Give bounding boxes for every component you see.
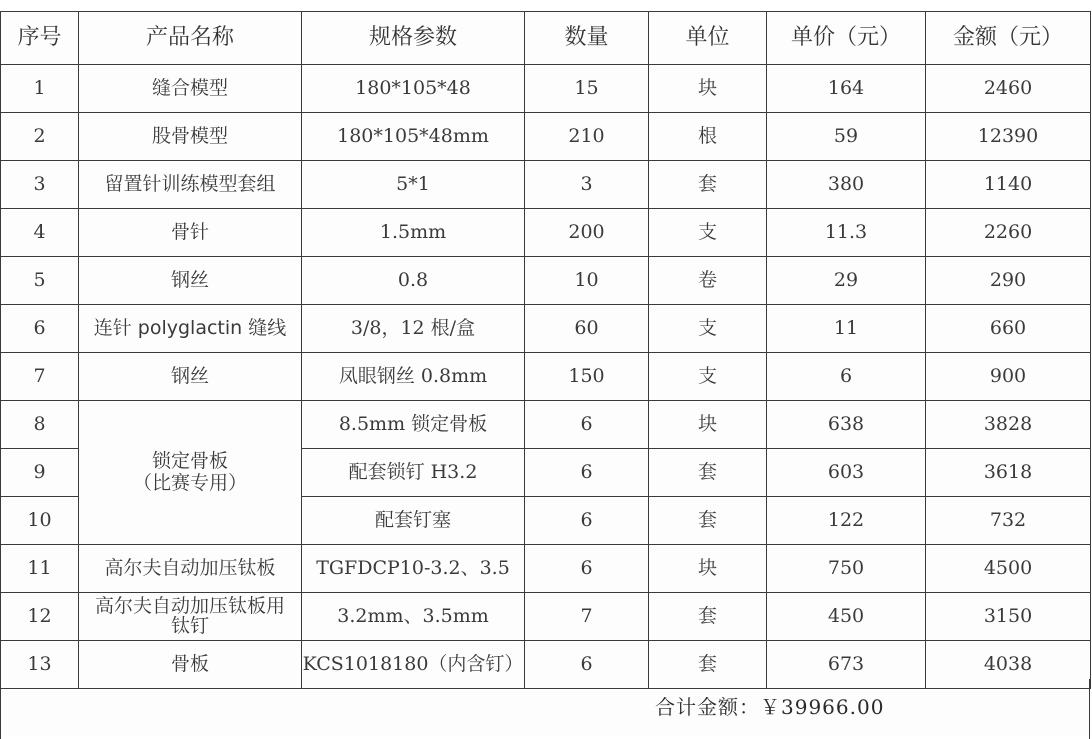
cell-no: 10	[1, 497, 79, 545]
cell-unit-price: 59	[767, 113, 926, 161]
cell-no: 11	[1, 545, 79, 593]
cell-amount: 3828	[926, 401, 1091, 449]
cell-amount: 4038	[926, 641, 1091, 689]
cell-quantity: 7	[525, 593, 649, 641]
cell-product-name: 钢丝	[79, 353, 302, 401]
cell-no: 8	[1, 401, 79, 449]
cell-product-name: 骨板	[79, 641, 302, 689]
cell-no: 3	[1, 161, 79, 209]
cell-quantity: 60	[525, 305, 649, 353]
cell-spec: 3.2mm、3.5mm	[302, 593, 525, 641]
cell-quantity: 150	[525, 353, 649, 401]
cell-quantity: 210	[525, 113, 649, 161]
cell-quantity: 6	[525, 401, 649, 449]
cell-unit-price: 6	[767, 353, 926, 401]
cell-amount: 732	[926, 497, 1091, 545]
cell-spec: 3/8，12 根/盒	[302, 305, 525, 353]
cell-spec: 180*105*48	[302, 65, 525, 113]
cell-no: 1	[1, 65, 79, 113]
header-no: 序号	[1, 12, 79, 65]
cell-unit-price: 380	[767, 161, 926, 209]
cell-no: 6	[1, 305, 79, 353]
cell-spec: 0.8	[302, 257, 525, 305]
cell-unit-price: 164	[767, 65, 926, 113]
table-row	[1, 113, 1091, 161]
cell-quantity: 6	[525, 449, 649, 497]
cell-product-name: 股骨模型	[79, 113, 302, 161]
total-row	[0, 679, 1090, 739]
header-unit-price: 单价（元）	[767, 12, 926, 65]
cell-amount: 12390	[926, 113, 1091, 161]
cell-quantity: 6	[525, 497, 649, 545]
cell-spec: 配套锁钉 H3.2	[302, 449, 525, 497]
cell-unit: 套	[649, 641, 767, 689]
header-spec: 规格参数	[302, 12, 525, 65]
cell-product-name-merged	[79, 401, 302, 545]
total-value: ￥39966.00	[760, 695, 885, 719]
table-row	[1, 257, 1091, 305]
cell-unit: 支	[649, 305, 767, 353]
price-list-sheet	[0, 11, 1092, 737]
table-row	[1, 401, 1091, 449]
cell-unit: 支	[649, 209, 767, 257]
cell-unit: 套	[649, 497, 767, 545]
cell-spec: TGFDCP10-3.2、3.5	[302, 545, 525, 593]
cell-product-name: 缝合模型	[79, 65, 302, 113]
cell-spec: 配套钉塞	[302, 497, 525, 545]
total-label: 合计金额：	[655, 695, 760, 719]
cell-amount: 290	[926, 257, 1091, 305]
header-amount: 金额（元）	[926, 12, 1091, 65]
cell-unit: 块	[649, 65, 767, 113]
cell-unit: 块	[649, 545, 767, 593]
cell-no: 5	[1, 257, 79, 305]
product-name-line: 高尔夫自动加压钛板用	[94, 594, 285, 617]
cell-unit: 套	[649, 593, 767, 641]
cell-unit: 块	[649, 401, 767, 449]
cell-spec: 8.5mm 锁定骨板	[302, 401, 525, 449]
cell-unit: 卷	[649, 257, 767, 305]
cell-unit-price: 11.3	[767, 209, 926, 257]
total-amount	[655, 691, 884, 720]
cell-no: 12	[1, 593, 79, 641]
cell-amount: 3150	[926, 593, 1091, 641]
table-header-row	[1, 12, 1091, 65]
table-row	[1, 593, 1091, 641]
cell-amount: 900	[926, 353, 1091, 401]
cell-unit: 套	[649, 449, 767, 497]
cell-quantity: 15	[525, 65, 649, 113]
product-name-line: 钛钉	[170, 614, 209, 637]
cell-amount: 660	[926, 305, 1091, 353]
cell-amount: 3618	[926, 449, 1091, 497]
cell-no: 13	[1, 641, 79, 689]
cell-product-name: 留置针训练模型套组	[79, 161, 302, 209]
cell-unit-price: 450	[767, 593, 926, 641]
cell-no: 2	[1, 113, 79, 161]
cell-quantity: 6	[525, 641, 649, 689]
product-price-table	[0, 11, 1091, 689]
cell-product-name	[79, 593, 302, 641]
cell-quantity: 3	[525, 161, 649, 209]
header-product-name: 产品名称	[79, 12, 302, 65]
header-unit: 单位	[649, 12, 767, 65]
cell-unit-price: 29	[767, 257, 926, 305]
cell-product-name: 连针 polyglactin 缝线	[79, 305, 302, 353]
cell-unit: 根	[649, 113, 767, 161]
cell-quantity: 6	[525, 545, 649, 593]
cell-spec: KCS1018180（内含钉）	[302, 641, 525, 689]
cell-unit-price: 11	[767, 305, 926, 353]
cell-amount: 4500	[926, 545, 1091, 593]
cell-spec: 1.5mm	[302, 209, 525, 257]
cell-unit-price: 638	[767, 401, 926, 449]
cell-product-name: 骨针	[79, 209, 302, 257]
cell-no: 9	[1, 449, 79, 497]
cell-quantity: 10	[525, 257, 649, 305]
table-row	[1, 353, 1091, 401]
cell-product-name: 高尔夫自动加压钛板	[79, 545, 302, 593]
cell-unit: 支	[649, 353, 767, 401]
cell-quantity: 200	[525, 209, 649, 257]
table-row	[1, 65, 1091, 113]
cell-amount: 2260	[926, 209, 1091, 257]
table-row	[1, 209, 1091, 257]
cell-unit-price: 122	[767, 497, 926, 545]
cell-amount: 2460	[926, 65, 1091, 113]
cell-spec: 凤眼钢丝 0.8mm	[302, 353, 525, 401]
table-row	[1, 161, 1091, 209]
cell-no: 7	[1, 353, 79, 401]
cell-unit-price: 603	[767, 449, 926, 497]
cell-unit-price: 750	[767, 545, 926, 593]
cell-unit-price: 673	[767, 641, 926, 689]
product-name-note: （比赛专用）	[132, 471, 247, 494]
cell-amount: 1140	[926, 161, 1091, 209]
product-name-line: 锁定骨板	[151, 449, 228, 472]
cell-unit: 套	[649, 161, 767, 209]
table-row	[1, 545, 1091, 593]
cell-spec: 180*105*48mm	[302, 113, 525, 161]
header-quantity: 数量	[525, 12, 649, 65]
cell-product-name: 钢丝	[79, 257, 302, 305]
table-row	[1, 305, 1091, 353]
cell-no: 4	[1, 209, 79, 257]
cell-spec: 5*1	[302, 161, 525, 209]
